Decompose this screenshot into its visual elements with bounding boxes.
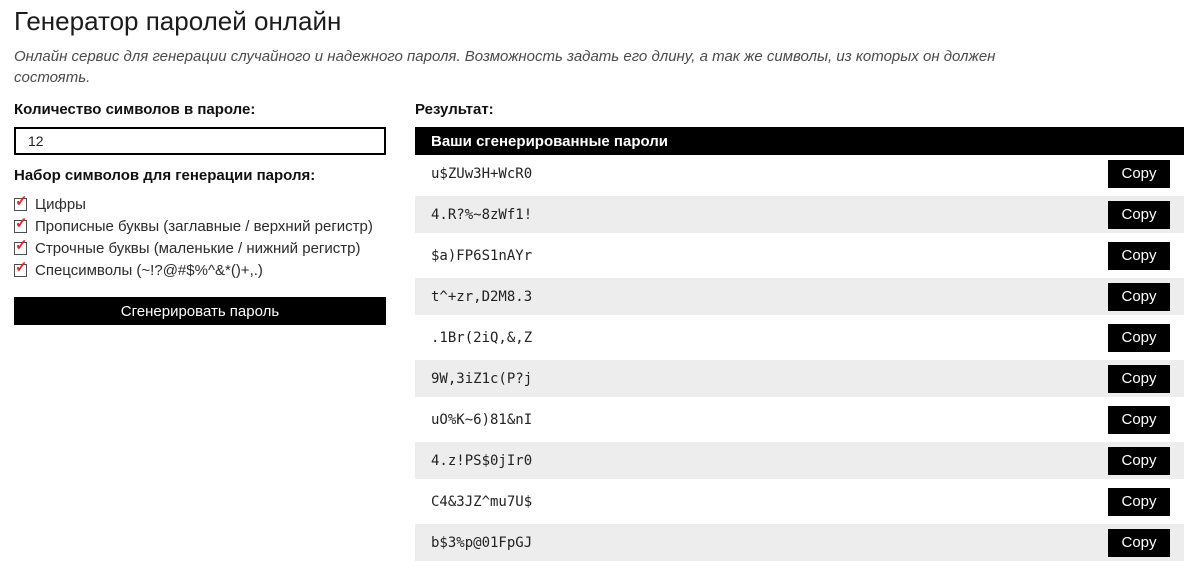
password-list (415, 155, 1184, 561)
checkbox-checked-icon[interactable] (14, 192, 28, 211)
charset-checkbox-list (14, 193, 386, 281)
charset-checkbox-row[interactable] (14, 237, 386, 259)
password-row (415, 483, 1184, 520)
password-row (415, 360, 1184, 397)
length-input[interactable] (14, 127, 386, 155)
results-table-header: Ваши сгенерированные пароли (415, 127, 1184, 155)
checkbox-label: Прописные буквы (заглавные / верхний регистр) (35, 217, 373, 235)
copy-button[interactable]: Copy (1108, 242, 1170, 270)
generator-form (14, 101, 386, 325)
charset-label: Набор символов для генерации пароля: (14, 167, 316, 184)
password-row (415, 155, 1184, 192)
copy-button[interactable]: Copy (1108, 447, 1170, 475)
copy-button[interactable]: Copy (1108, 324, 1170, 352)
password-value: 4.z!PS$0jIr0 (431, 452, 533, 469)
password-value: b$3%p@01FpGJ (431, 534, 533, 551)
page-title: Генератор паролей онлайн (14, 6, 342, 36)
charset-checkbox-row[interactable] (14, 259, 386, 281)
password-value: 9W,3iZ1c(P?j (431, 370, 533, 387)
password-row (415, 196, 1184, 233)
password-row (415, 442, 1184, 479)
checkbox-checked-icon[interactable] (14, 258, 28, 277)
results-heading: Результат: (415, 101, 494, 118)
check-mark-icon: ✓ (15, 192, 28, 210)
copy-button[interactable]: Copy (1108, 406, 1170, 434)
checkbox-label: Цифры (35, 195, 86, 213)
password-value: u$ZUw3H+WcR0 (431, 165, 533, 182)
checkbox-label: Строчные буквы (маленькие / нижний регистр) (35, 239, 361, 257)
copy-button[interactable]: Copy (1108, 283, 1170, 311)
password-value: uO%K~6)81&nI (431, 411, 533, 428)
password-row (415, 401, 1184, 438)
copy-button[interactable]: Copy (1108, 201, 1170, 229)
charset-checkbox-row[interactable] (14, 215, 386, 237)
checkbox-checked-icon[interactable] (14, 236, 28, 255)
password-value: $a)FP6S1nAYr (431, 247, 533, 264)
password-value: C4&3JZ^mu7U$ (431, 493, 533, 510)
check-mark-icon: ✓ (15, 214, 28, 232)
page-description: Онлайн сервис для генерации случайного и надежного пароля. Возможность задать его длину, а так же символы, из которых он должен состоять. (14, 48, 996, 86)
password-row (415, 319, 1184, 356)
copy-button[interactable]: Copy (1108, 160, 1170, 188)
password-row (415, 278, 1184, 315)
charset-checkbox-row[interactable] (14, 193, 386, 215)
password-row (415, 524, 1184, 561)
checkbox-label: Спецсимволы (~!?@#$%^&*()+,.) (35, 261, 263, 279)
generate-password-button[interactable]: Сгенерировать пароль (14, 297, 386, 325)
password-value: 4.R?%~8zWf1! (431, 206, 533, 223)
copy-button[interactable]: Copy (1108, 488, 1170, 516)
length-label: Количество символов в пароле: (14, 101, 256, 118)
checkbox-checked-icon[interactable] (14, 214, 28, 233)
check-mark-icon: ✓ (15, 236, 28, 254)
password-value: .1Br(2iQ,&,Z (431, 329, 533, 346)
results-panel (415, 101, 1184, 561)
copy-button[interactable]: Copy (1108, 365, 1170, 393)
password-value: t^+zr,D2M8.3 (431, 288, 533, 305)
check-mark-icon: ✓ (15, 258, 28, 276)
password-row (415, 237, 1184, 274)
copy-button[interactable]: Copy (1108, 529, 1170, 557)
